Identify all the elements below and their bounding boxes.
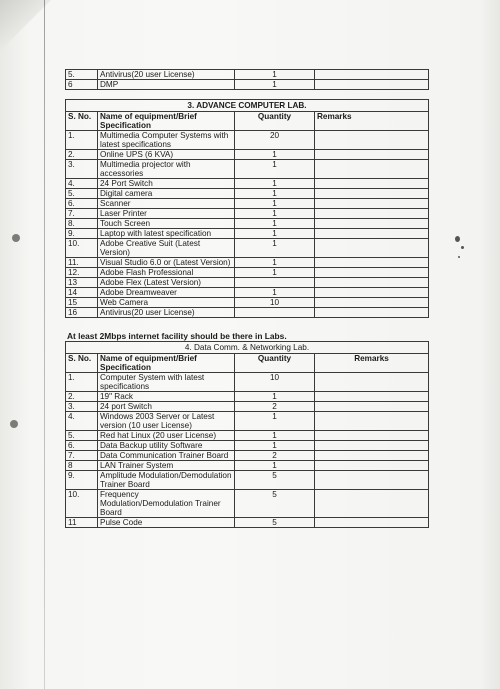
cell-remarks xyxy=(315,268,429,278)
cell-remarks xyxy=(315,402,429,412)
cell-remarks xyxy=(315,431,429,441)
scan-speck xyxy=(458,256,460,258)
column-header-sno: S. No. xyxy=(66,354,98,373)
networking-lab-table xyxy=(65,341,429,528)
cell-sno: 9. xyxy=(66,471,98,490)
cell-remarks xyxy=(315,451,429,461)
continued-equipment-table xyxy=(65,69,429,90)
cell-quantity: 5 xyxy=(235,471,315,490)
cell-sno: 5. xyxy=(66,189,98,199)
table-row xyxy=(66,131,429,150)
cell-sno: 2. xyxy=(66,150,98,160)
cell-equipment-name: Computer System with latest specifications xyxy=(98,373,235,392)
cell-equipment-name: Online UPS (6 KVA) xyxy=(98,150,235,160)
table-row xyxy=(66,471,429,490)
cell-remarks xyxy=(315,80,429,90)
cell-remarks xyxy=(315,229,429,239)
cell-equipment-name: Laser Printer xyxy=(98,209,235,219)
advance-lab-caption: 3. ADVANCE COMPUTER LAB. xyxy=(66,100,429,112)
cell-quantity: 5 xyxy=(235,518,315,528)
cell-sno: 15 xyxy=(66,298,98,308)
cell-sno: 9. xyxy=(66,229,98,239)
cell-sno: 8. xyxy=(66,219,98,229)
cell-quantity: 1 xyxy=(235,229,315,239)
cell-equipment-name: Adobe Dreamweaver xyxy=(98,288,235,298)
cell-remarks xyxy=(315,490,429,518)
cell-remarks xyxy=(315,412,429,431)
cell-remarks xyxy=(315,150,429,160)
cell-remarks xyxy=(315,199,429,209)
cell-remarks xyxy=(315,179,429,189)
table-row xyxy=(66,70,429,80)
column-header-remarks: Remarks xyxy=(315,354,429,373)
table-row xyxy=(66,189,429,199)
cell-equipment-name: 24 Port Switch xyxy=(98,179,235,189)
cell-sno: 5. xyxy=(66,431,98,441)
page-fold-line xyxy=(44,0,45,689)
cell-quantity: 1 xyxy=(235,288,315,298)
cell-sno: 7. xyxy=(66,209,98,219)
advance-computer-lab-table xyxy=(65,99,429,318)
table-row xyxy=(66,239,429,258)
scan-speck xyxy=(455,236,460,242)
table-row xyxy=(66,373,429,392)
cell-quantity: 1 xyxy=(235,239,315,258)
cell-quantity: 10 xyxy=(235,298,315,308)
cell-remarks xyxy=(315,160,429,179)
cell-sno: 10. xyxy=(66,490,98,518)
cell-quantity: 1 xyxy=(235,150,315,160)
cell-remarks xyxy=(315,471,429,490)
cell-equipment-name: Multimedia projector with accessories xyxy=(98,160,235,179)
cell-equipment-name: Adobe Creative Suit (Latest Version) xyxy=(98,239,235,258)
cell-equipment-name: DMP xyxy=(98,80,235,90)
table-row xyxy=(66,298,429,308)
cell-quantity: 1 xyxy=(235,258,315,268)
column-header-name: Name of equipment/Brief Specification xyxy=(98,112,235,131)
cell-equipment-name: Scanner xyxy=(98,199,235,209)
cell-quantity: 20 xyxy=(235,131,315,150)
cell-sno: 1. xyxy=(66,373,98,392)
cell-equipment-name: 19" Rack xyxy=(98,392,235,402)
cell-sno: 1. xyxy=(66,131,98,150)
cell-equipment-name: Multimedia Computer Systems with latest specifications xyxy=(98,131,235,150)
cell-equipment-name: Laptop with latest specification xyxy=(98,229,235,239)
punch-hole-top xyxy=(12,234,20,242)
table-row xyxy=(66,209,429,219)
table-row xyxy=(66,219,429,229)
table-row xyxy=(66,490,429,518)
column-header-remarks: Remarks xyxy=(315,112,429,131)
cell-sno: 16 xyxy=(66,308,98,318)
cell-remarks xyxy=(315,131,429,150)
column-header-sno: S. No. xyxy=(66,112,98,131)
column-header-name: Name of equipment/Brief Specification xyxy=(98,354,235,373)
cell-remarks xyxy=(315,298,429,308)
cell-quantity: 1 xyxy=(235,209,315,219)
cell-remarks xyxy=(315,518,429,528)
table-row xyxy=(66,268,429,278)
cell-remarks xyxy=(315,461,429,471)
cell-quantity: 2 xyxy=(235,402,315,412)
cell-sno: 6. xyxy=(66,199,98,209)
cell-equipment-name: Red hat Linux (20 user License) xyxy=(98,431,235,441)
cell-remarks xyxy=(315,278,429,288)
cell-quantity: 1 xyxy=(235,412,315,431)
table-row xyxy=(66,179,429,189)
cell-remarks xyxy=(315,308,429,318)
cell-sno: 11 xyxy=(66,518,98,528)
table-row xyxy=(66,308,429,318)
cell-quantity: 1 xyxy=(235,70,315,80)
cell-equipment-name: Antivirus(20 user License) xyxy=(98,70,235,80)
cell-sno: 11. xyxy=(66,258,98,268)
table-row xyxy=(66,402,429,412)
table-row xyxy=(66,278,429,288)
cell-sno: 7. xyxy=(66,451,98,461)
cell-sno: 6 xyxy=(66,80,98,90)
cell-remarks xyxy=(315,288,429,298)
cell-equipment-name: 24 port Switch xyxy=(98,402,235,412)
cell-sno: 3. xyxy=(66,160,98,179)
cell-quantity: 1 xyxy=(235,219,315,229)
cell-sno: 3. xyxy=(66,402,98,412)
cell-quantity: 1 xyxy=(235,431,315,441)
table-row xyxy=(66,441,429,451)
cell-remarks xyxy=(315,392,429,402)
cell-sno: 14 xyxy=(66,288,98,298)
cell-equipment-name: Windows 2003 Server or Latest version (10 user License) xyxy=(98,412,235,431)
table-row xyxy=(66,288,429,298)
cell-equipment-name: Adobe Flash Professional xyxy=(98,268,235,278)
cell-sno: 6. xyxy=(66,441,98,451)
punch-hole-bottom xyxy=(10,420,18,428)
cell-sno: 13 xyxy=(66,278,98,288)
cell-sno: 12. xyxy=(66,268,98,278)
cell-equipment-name: Web Camera xyxy=(98,298,235,308)
cell-equipment-name: LAN Trainer System xyxy=(98,461,235,471)
cell-sno: 10. xyxy=(66,239,98,258)
cell-remarks xyxy=(315,189,429,199)
cell-equipment-name: Data Communication Trainer Board xyxy=(98,451,235,461)
cell-quantity: 1 xyxy=(235,392,315,402)
cell-remarks xyxy=(315,70,429,80)
cell-remarks xyxy=(315,441,429,451)
cell-remarks xyxy=(315,258,429,268)
cell-sno: 2. xyxy=(66,392,98,402)
cell-equipment-name: Digital camera xyxy=(98,189,235,199)
table-row xyxy=(66,80,429,90)
column-header-quantity: Quantity xyxy=(235,112,315,131)
table-row xyxy=(66,518,429,528)
networking-lab-caption: 4. Data Comm. & Networking Lab. xyxy=(66,342,429,354)
cell-quantity: 1 xyxy=(235,461,315,471)
scan-speck xyxy=(461,246,464,249)
cell-sno: 8 xyxy=(66,461,98,471)
cell-equipment-name: Adobe Flex (Latest Version) xyxy=(98,278,235,288)
cell-equipment-name: Touch Screen xyxy=(98,219,235,229)
cell-equipment-name: Visual Studio 6.0 or (Latest Version) xyxy=(98,258,235,268)
cell-sno: 5. xyxy=(66,70,98,80)
cell-quantity: 1 xyxy=(235,199,315,209)
table-row xyxy=(66,431,429,441)
cell-remarks xyxy=(315,239,429,258)
cell-quantity: 1 xyxy=(235,441,315,451)
table-row xyxy=(66,199,429,209)
cell-remarks xyxy=(315,219,429,229)
table-row xyxy=(66,451,429,461)
table-row xyxy=(66,150,429,160)
cell-quantity xyxy=(235,308,315,318)
cell-equipment-name: Antivirus(20 user License) xyxy=(98,308,235,318)
table-row xyxy=(66,258,429,268)
column-header-quantity: Quantity xyxy=(235,354,315,373)
cell-quantity: 1 xyxy=(235,179,315,189)
cell-sno: 4. xyxy=(66,179,98,189)
table-row xyxy=(66,412,429,431)
cell-quantity xyxy=(235,278,315,288)
cell-sno: 4. xyxy=(66,412,98,431)
cell-quantity: 1 xyxy=(235,189,315,199)
cell-remarks xyxy=(315,373,429,392)
table-row xyxy=(66,229,429,239)
cell-remarks xyxy=(315,209,429,219)
cell-equipment-name: Pulse Code xyxy=(98,518,235,528)
cell-equipment-name: Amplitude Modulation/Demodulation Trainer Board xyxy=(98,471,235,490)
cell-quantity: 10 xyxy=(235,373,315,392)
cell-quantity: 1 xyxy=(235,268,315,278)
table-row xyxy=(66,461,429,471)
cell-quantity: 2 xyxy=(235,451,315,461)
internet-requirement-note: At least 2Mbps internet facility should be there in Labs. xyxy=(67,331,287,341)
cell-quantity: 5 xyxy=(235,490,315,518)
cell-quantity: 1 xyxy=(235,80,315,90)
table-row xyxy=(66,160,429,179)
table-row xyxy=(66,392,429,402)
cell-equipment-name: Frequency Modulation/Demodulation Trainer Board xyxy=(98,490,235,518)
cell-quantity: 1 xyxy=(235,160,315,179)
cell-equipment-name: Data Backup utility Software xyxy=(98,441,235,451)
